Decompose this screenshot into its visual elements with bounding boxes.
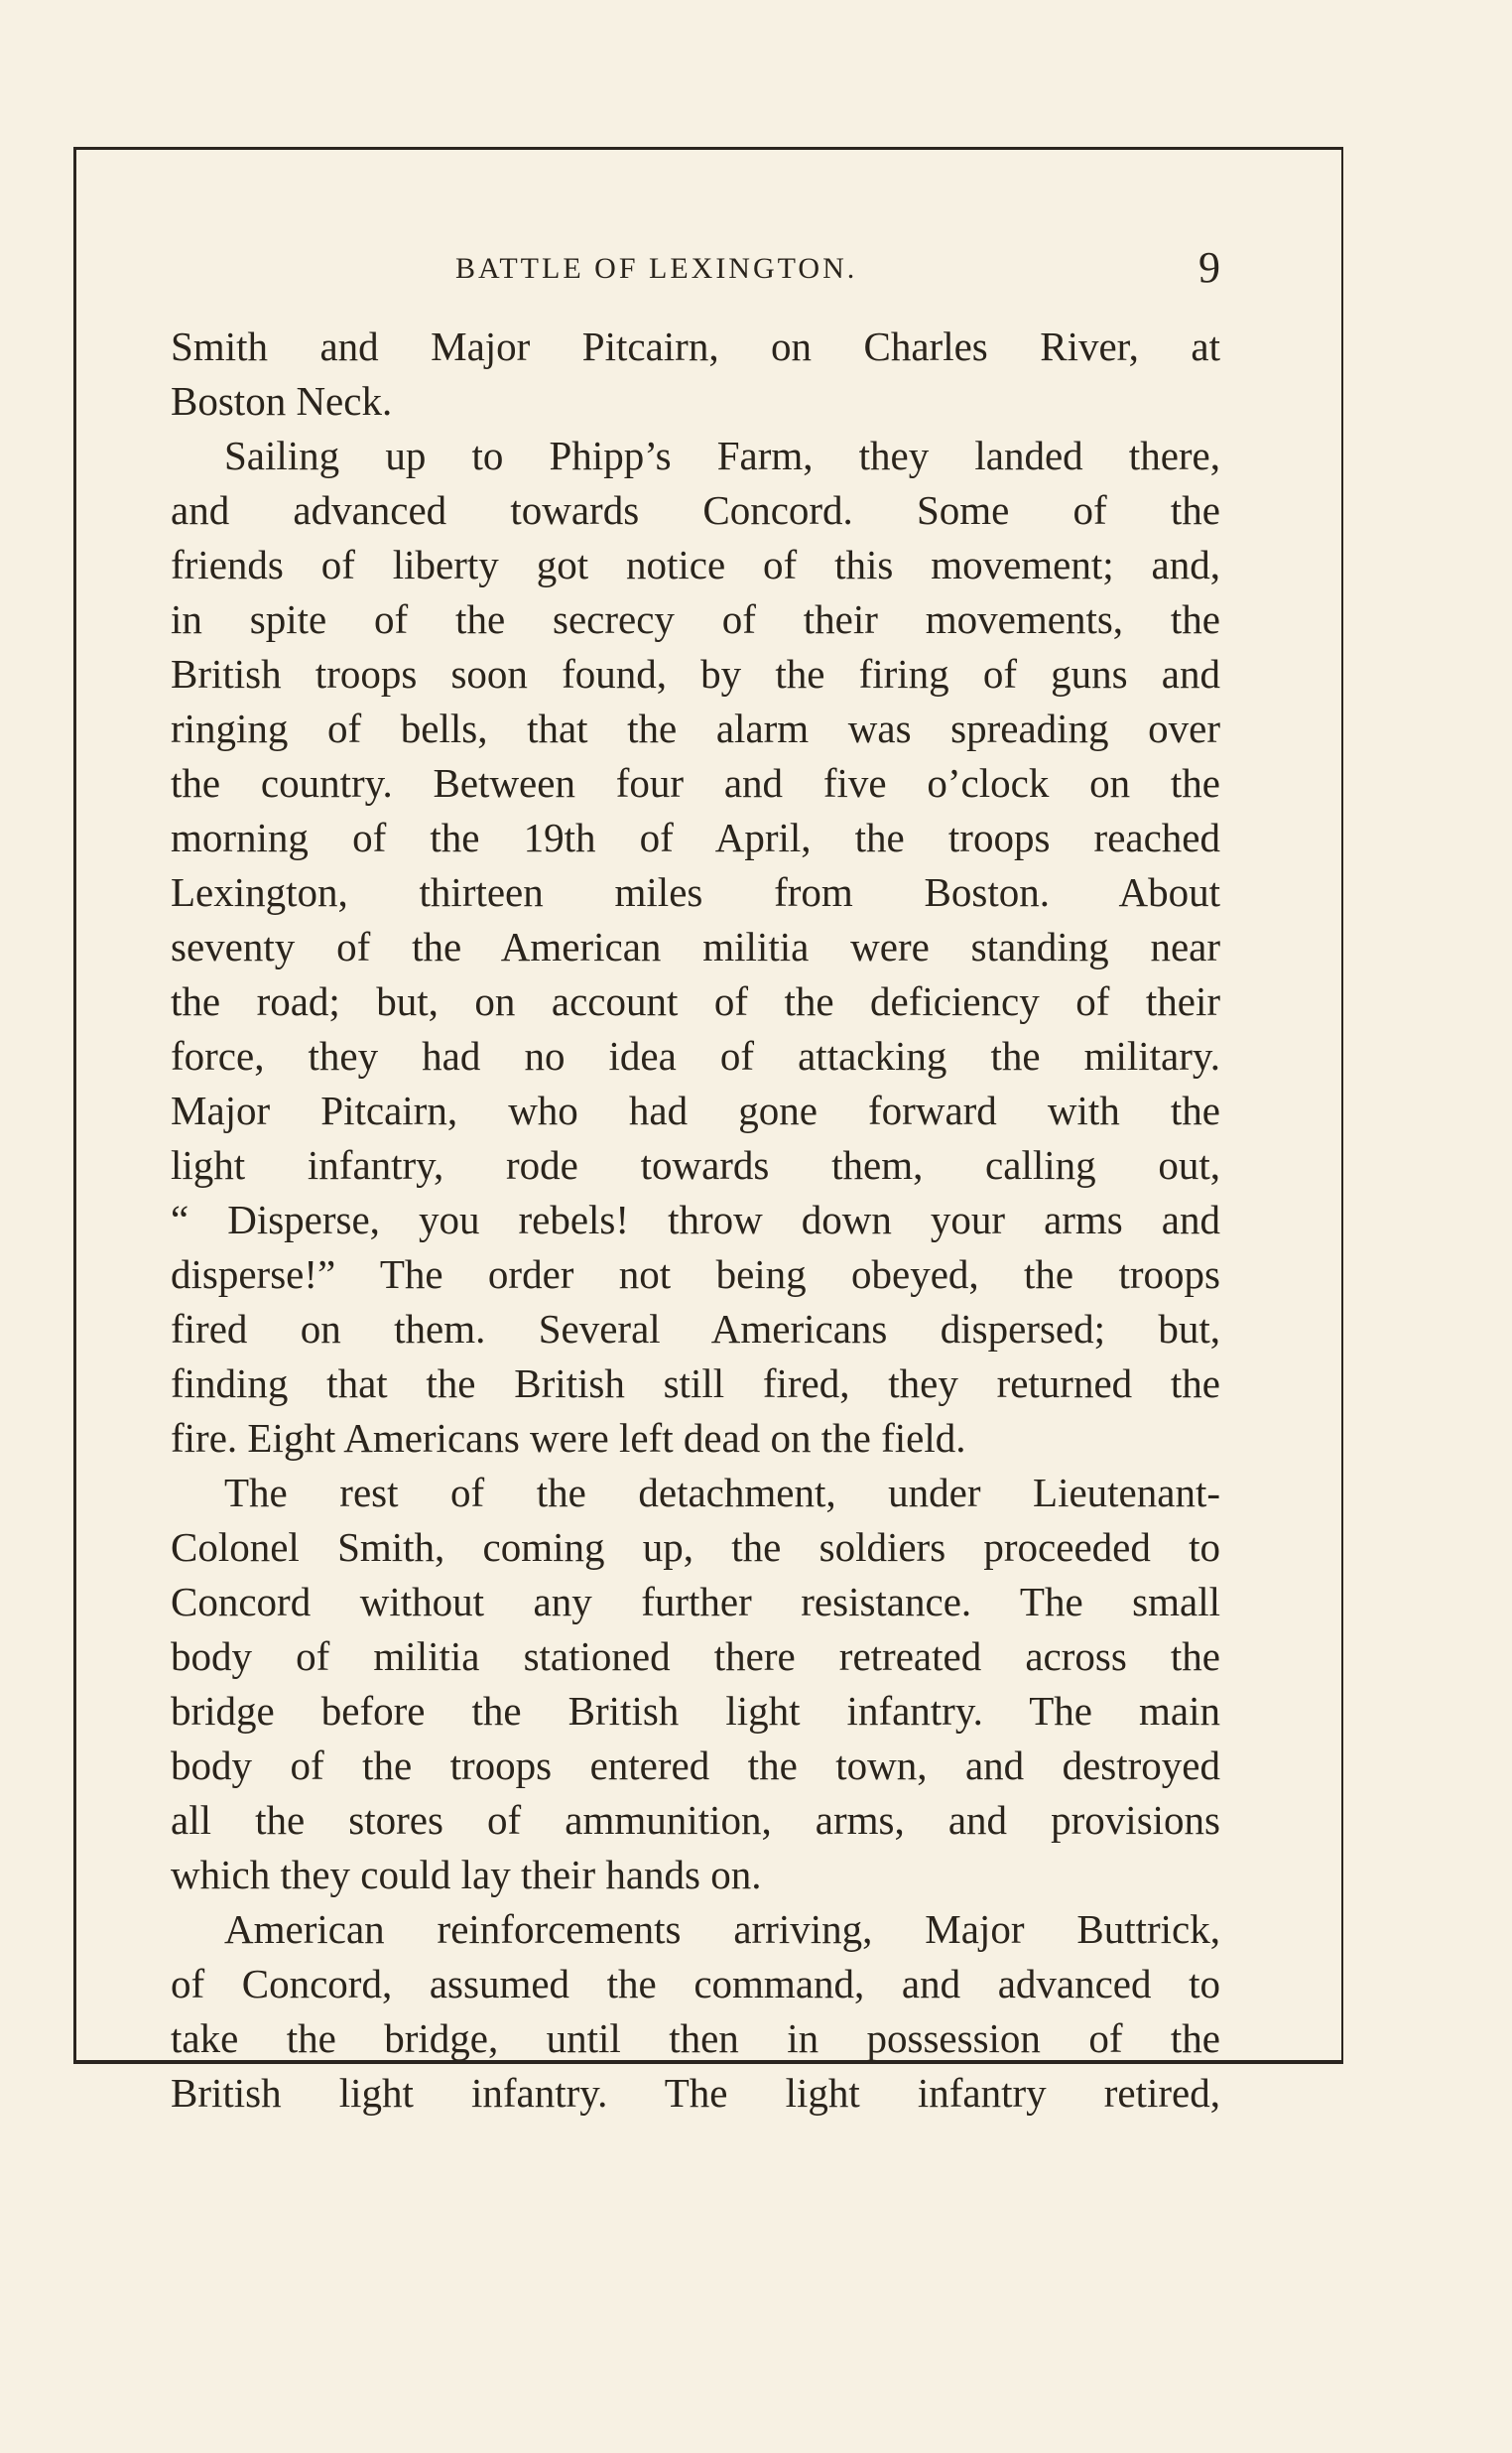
page-number: 9: [1198, 243, 1220, 292]
text-line: bridge before the British light infantry. The main: [171, 1688, 1220, 1734]
text-line: which they could lay their hands on.: [171, 1852, 762, 1897]
text-line: take the bridge, until then in possession of the: [171, 2015, 1220, 2061]
text-line: light infantry, rode towards them, calling out,: [171, 1142, 1220, 1188]
text-line: body of the troops entered the town, and destroyed: [171, 1743, 1220, 1788]
text-line: fire. Eight Americans were left dead on the field.: [171, 1415, 966, 1461]
text-line: friends of liberty got notice of this movement; and,: [171, 542, 1220, 587]
text-line: morning of the 19th of April, the troops reached: [171, 815, 1220, 860]
text-line: Boston Neck.: [171, 378, 393, 424]
text-line: The rest of the detachment, under Lieutenant-: [224, 1470, 1220, 1515]
text-line: British light infantry. The light infantry retired,: [171, 2070, 1220, 2116]
page-header: [171, 242, 1220, 298]
text-line: seventy of the American militia were standing near: [171, 924, 1220, 969]
body-text: [171, 320, 1220, 2121]
text-line: force, they had no idea of attacking the military.: [171, 1033, 1220, 1079]
text-line: in spite of the secrecy of their movements, the: [171, 596, 1220, 642]
text-line: and advanced towards Concord. Some of the: [171, 487, 1220, 533]
text-line: disperse!” The order not being obeyed, the troops: [171, 1251, 1220, 1297]
text-line: ringing of bells, that the alarm was spreading over: [171, 706, 1220, 751]
text-line: Major Pitcairn, who had gone forward with the: [171, 1088, 1220, 1133]
text-line: Lexington, thirteen miles from Boston. About: [171, 869, 1220, 915]
text-line: “ Disperse, you rebels! throw down your arms and: [171, 1197, 1220, 1242]
running-title: BATTLE OF LEXINGTON.: [455, 252, 858, 285]
text-line: American reinforcements arriving, Major Buttrick,: [224, 1906, 1220, 1952]
text-line: finding that the British still fired, they returned the: [171, 1360, 1220, 1406]
text-line: Concord without any further resistance. The small: [171, 1579, 1220, 1624]
text-line: of Concord, assumed the command, and advanced to: [171, 1961, 1220, 2006]
text-line: fired on them. Several Americans dispersed; but,: [171, 1306, 1220, 1352]
text-line: British troops soon found, by the firing of guns and: [171, 651, 1220, 697]
text-line: the country. Between four and five o’clock on the: [171, 760, 1220, 806]
text-line: the road; but, on account of the deficiency of their: [171, 978, 1220, 1024]
text-line: all the stores of ammunition, arms, and provisions: [171, 1797, 1220, 1843]
text-line: Smith and Major Pitcairn, on Charles River, at: [171, 323, 1220, 369]
text-line: body of militia stationed there retreated across the: [171, 1633, 1220, 1679]
text-line: Colonel Smith, coming up, the soldiers proceeded to: [171, 1524, 1220, 1570]
text-line: Sailing up to Phipp’s Farm, they landed there,: [224, 433, 1220, 478]
